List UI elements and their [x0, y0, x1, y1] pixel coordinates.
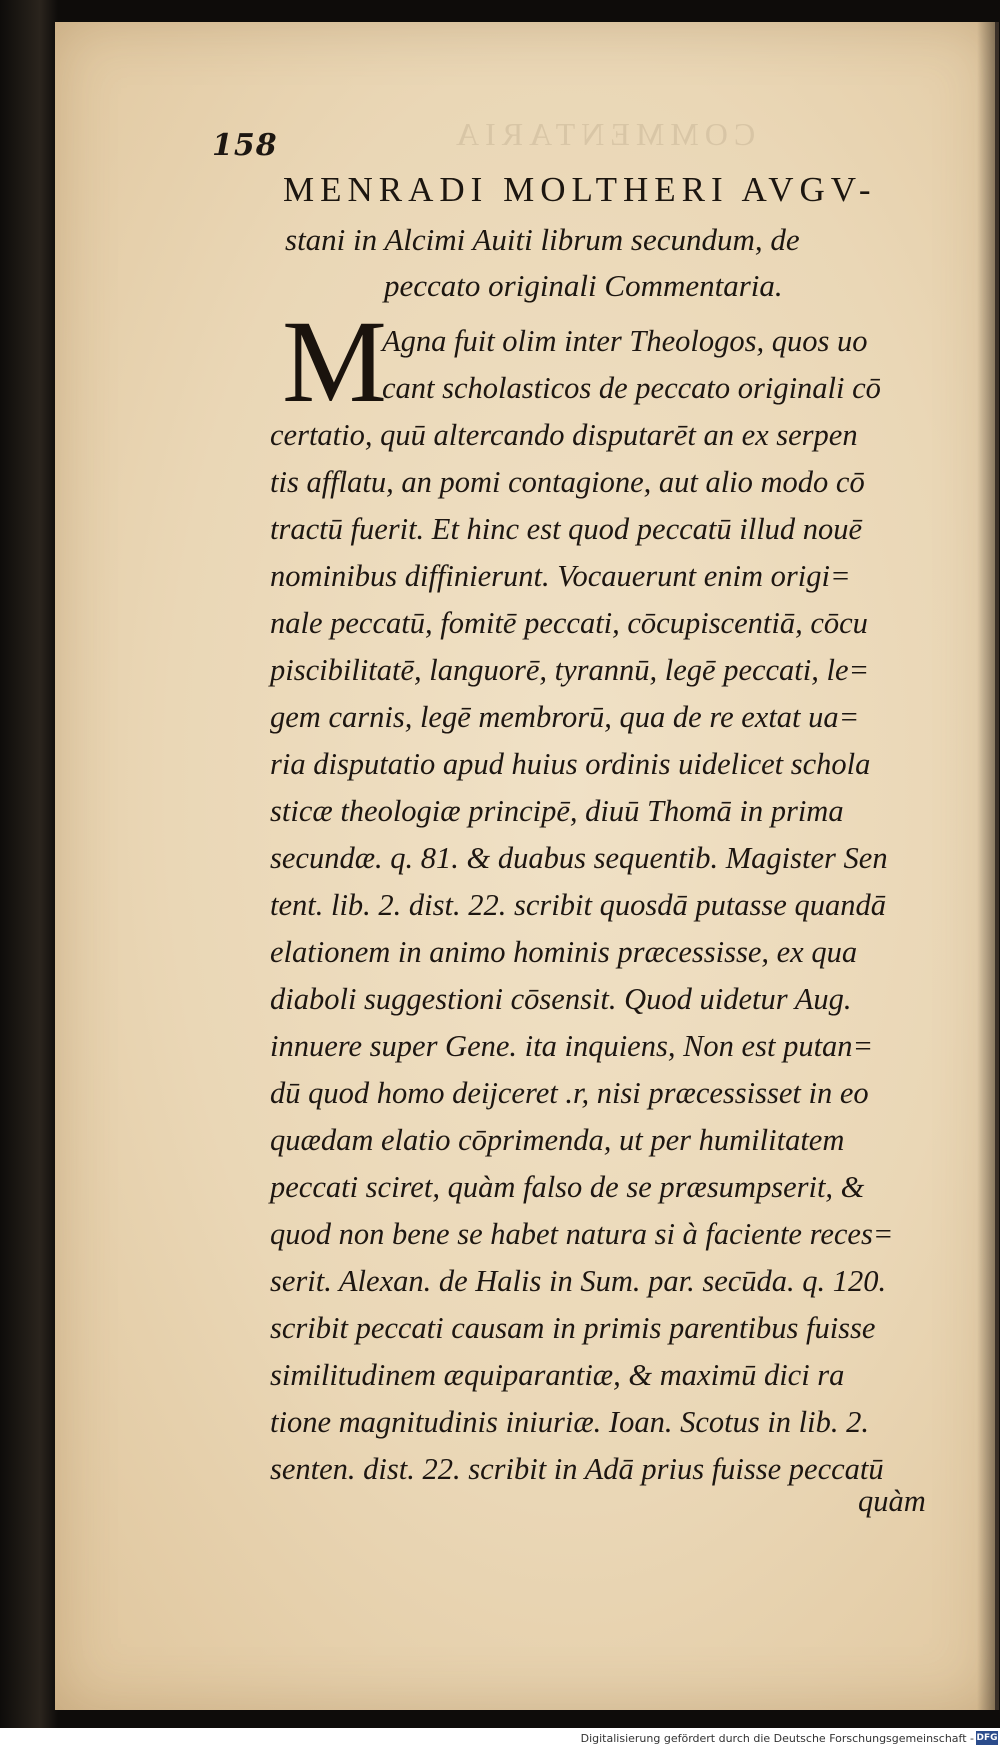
text-line: elationem in animo hominis præcessisse, ex qua [270, 935, 858, 969]
text-line: tractū fuerit. Et hinc est quod peccatū illud nouē [270, 512, 863, 546]
catchword: quàm [858, 1484, 926, 1518]
text-line: quod non bene se habet natura si à faciente reces= [270, 1217, 894, 1251]
text-line: gem carnis, legē membrorū, qua de re extat ua= [270, 700, 860, 734]
text-line: piscibilitatē, languorē, tyrannū, legē peccati, le= [270, 653, 870, 687]
text-line: innuere super Gene. ita inquiens, Non est putan= [270, 1029, 874, 1063]
text-line: Agna fuit olim inter Theologos, quos uo [382, 324, 868, 358]
text-line: similitudinem æquiparantiæ, & maximū dici ra [270, 1358, 845, 1392]
text-line: diaboli suggestioni cōsensit. Quod uidetur Aug. [270, 982, 852, 1016]
text-line: quædam elatio cōprimenda, ut per humilitatem [270, 1123, 845, 1157]
text-line: sticæ theologiæ principē, diuū Thomā in prima [270, 794, 844, 828]
dfg-logo: DFG [976, 1733, 998, 1743]
footer-credit: Digitalisierung gefördert durch die Deutsche Forschungsgemeinschaft - [580, 1732, 974, 1745]
text-line: serit. Alexan. de Halis in Sum. par. secūda. q. 120. [270, 1264, 887, 1298]
text-line: tis afflatu, an pomi contagione, aut alio modo cō [270, 465, 865, 499]
heading-line-2: stani in Alcimi Auiti librum secundum, de [285, 222, 800, 257]
heading-line-3: peccato originali Commentaria. [384, 268, 783, 303]
page-number: 158 [212, 128, 278, 163]
text-line: senten. dist. 22. scribit in Adā prius fuisse peccatū [270, 1452, 884, 1486]
text-line: cant scholasticos de peccato originali cō [382, 371, 881, 405]
heading-line-1: MENRADI MOLTHERI AVGV- [283, 170, 877, 209]
text-line: peccati sciret, quàm falso de se præsumpserit, & [270, 1170, 865, 1204]
text-line: nominibus diffinierunt. Vocauerunt enim origi= [270, 559, 851, 593]
text-line: nale peccatū, fomitē peccati, cōcupiscentiā, cōcu [270, 606, 868, 640]
text-line: dū quod homo deijceret .r, nisi præcessisset in eo [270, 1076, 869, 1110]
text-line: ria disputatio apud huius ordinis uidelicet schola [270, 747, 871, 781]
body-text [270, 318, 960, 1493]
text-line: scribit peccati causam in primis parentibus fuisse [270, 1311, 876, 1345]
text-line: certatio, quū altercando disputarēt an ex serpen [270, 418, 858, 452]
text-line: tent. lib. 2. dist. 22. scribit quosdā putasse quandā [270, 888, 886, 922]
drop-cap-initial: M [282, 296, 387, 427]
text-line: tione magnitudinis iniuriæ. Ioan. Scotus in lib. 2. [270, 1405, 869, 1439]
bleed-through-text: COMMENTARIA [450, 116, 756, 152]
text-line: secundæ. q. 81. & duabus sequentib. Magister Sen [270, 841, 888, 875]
